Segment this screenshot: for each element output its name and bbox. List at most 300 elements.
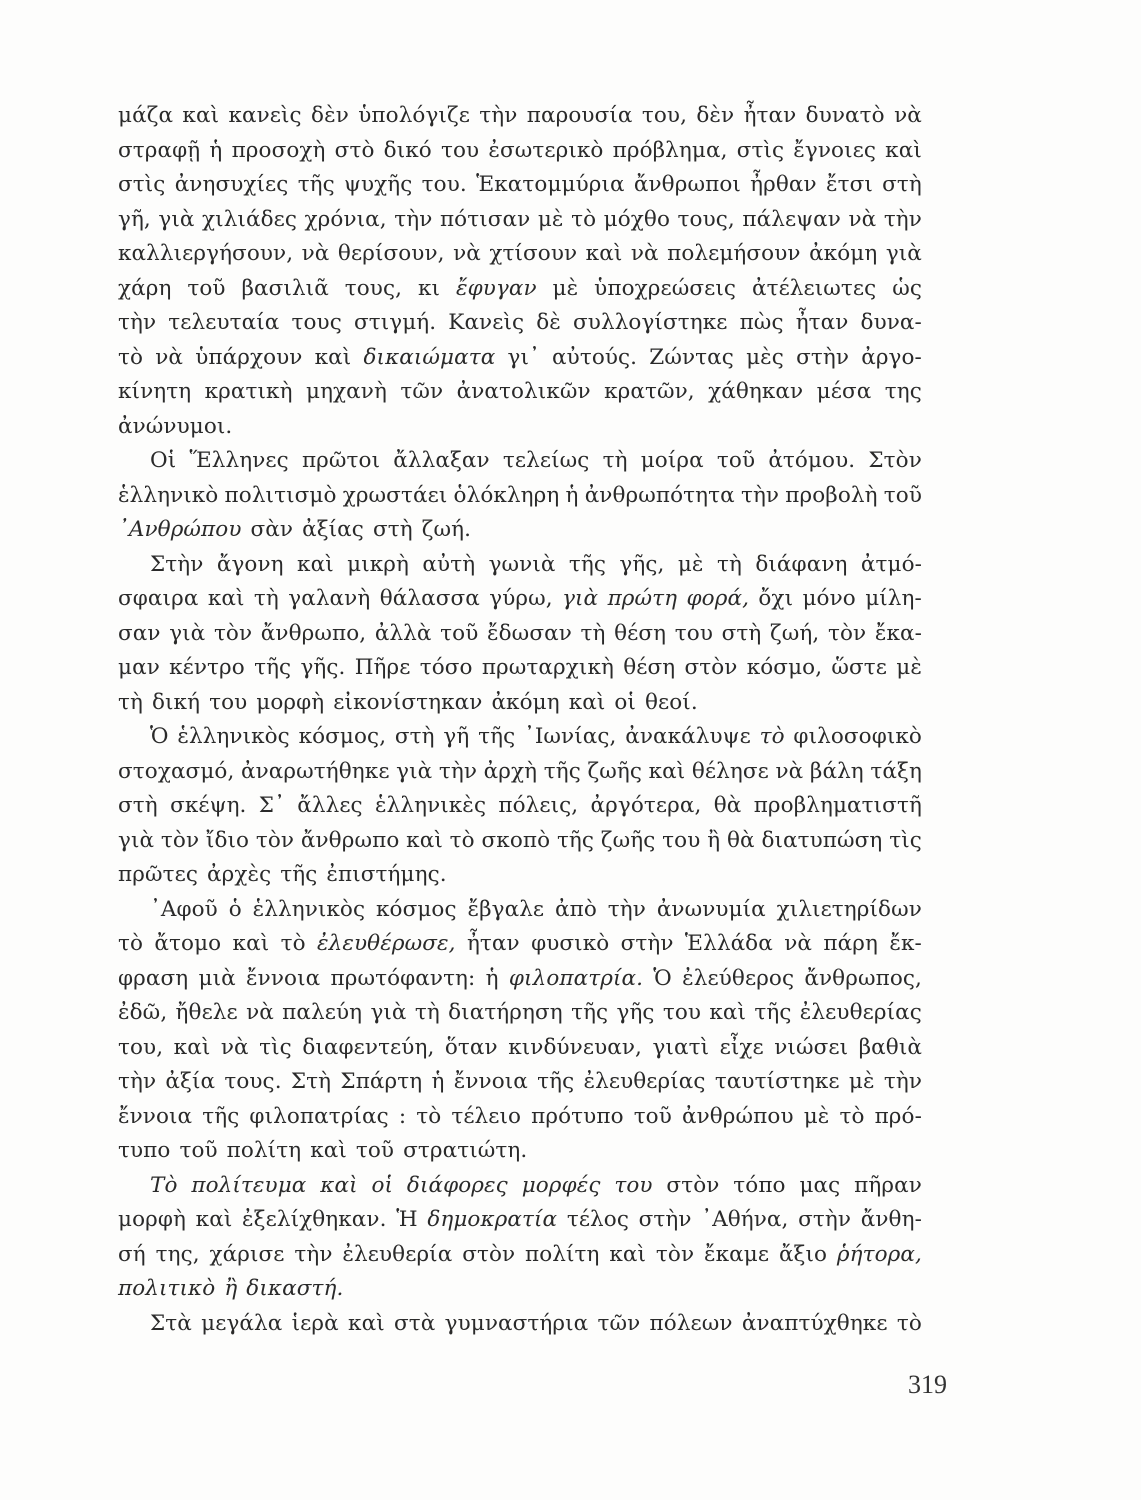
word: θέλησε [691,758,769,784]
word: γιὰ [169,620,206,646]
word: προσοχὴ [231,137,326,163]
word: καὶ [320,1172,358,1198]
word: στιγμή. [353,310,437,335]
word: τὴν [438,758,478,784]
word: τὸν [213,620,253,646]
word: ᾿Ιωνίας, [523,724,617,749]
word: κίνητη [118,379,192,404]
word: ἀνθρώπου [681,1103,794,1129]
word: πρώτη [607,586,678,611]
word: Οἱ [150,448,177,473]
word: πὼς [739,310,784,335]
word: ἄλλαξαν [393,448,490,473]
word: τῆς [297,172,335,197]
word: νὰ [848,206,877,232]
text-line [118,893,922,928]
word: ἔδωσαν [487,620,572,646]
word: ἢ [224,1276,238,1301]
text-line [118,479,922,514]
word: Σπάρτη [340,1069,423,1094]
word: ὑπάρχουν [195,344,303,370]
word: τὴν [607,896,646,922]
word: στοχασμό, [118,758,235,784]
word: : [398,1103,407,1129]
word: ἀτόμου. [768,448,856,473]
text-line [118,203,922,238]
word: ἄνθρωπο, [260,620,367,646]
word: κανεὶς [228,103,302,128]
word: ἄξιο [778,1241,828,1267]
word: γιὰ [562,586,599,611]
word: πρόβλημα, [612,137,728,163]
word: τὸ [896,1310,922,1336]
word: δική [151,689,201,715]
word: Ἑλλάδα [684,931,773,956]
word: της [884,379,922,404]
word: γῆ, [118,206,151,232]
text-line [118,1203,922,1238]
text-line [118,686,922,721]
word: στὸν [462,1241,516,1267]
word: ἑλληνικὸ [118,482,219,508]
word: ἀλλὰ [374,620,432,646]
word: νιώσει [774,1034,849,1060]
word: στὸ [334,137,375,163]
word: σή [118,1241,146,1267]
word: βασιλιᾶ [241,275,329,301]
word: γιὰ [158,206,195,232]
word: τὴν [294,1241,333,1267]
body-text [118,99,922,1341]
word: καὶ [232,931,270,956]
word: στὸν [666,1172,720,1198]
word: ἔκα- [874,620,922,646]
word: πολίτη [226,1138,302,1163]
word: τὴν [479,103,518,128]
text-line [118,996,922,1031]
word: παλεύη [282,1000,363,1025]
word: ἄνθρωπος, [804,965,922,991]
word: ἡ [485,965,499,991]
word: δὲν [311,103,349,128]
word: πάλεψαν [742,206,841,232]
word: διάφανη [755,551,848,577]
text-line [118,1065,922,1100]
word: τοῦ [187,275,226,301]
word: ἀτμό- [860,551,922,577]
word: μεγάλα [201,1310,283,1336]
word: του. [421,172,467,197]
word: ἀκόμη [809,241,878,266]
word: σκοπὸ [481,827,551,853]
word: δημοκρατία [427,1207,558,1232]
word: τὴ [118,689,143,715]
word: γῆς, [619,551,665,577]
word: ἀτέλειωτες [751,275,877,301]
word: τὴν [118,310,157,335]
word: τὴν [883,1069,922,1094]
word: τῆς [571,1000,609,1025]
word: τὶς [889,827,922,853]
word: φιλοσοφικὸ [793,724,922,749]
word: σκέψη. [170,793,247,818]
word: μορφὴ [118,1207,186,1232]
word: καὶ [585,241,623,266]
word: τους, [677,206,735,232]
word: νὰ [220,1034,249,1060]
word: τῆς [537,1069,575,1094]
word: Ἕλληνες [189,448,289,473]
word: δικό [383,137,432,163]
word: τὸ [449,827,475,853]
word: γιὰ [370,1000,407,1025]
word: μικρὴ [347,551,409,577]
word: δυνα- [860,310,922,335]
word: τάξη [870,758,922,784]
word: στὰ [393,1310,436,1336]
word: ἀνώνυμοι. [118,413,233,439]
word: δικαιώματα [363,344,496,370]
word: πολίτευμα [191,1172,307,1198]
word: ἱερὰ [291,1310,339,1336]
word: καὶ [406,827,443,853]
word: τὸ [280,931,306,956]
word: τὸ [759,724,785,749]
word: κι [417,275,441,301]
word: χάθηκαν [708,379,804,404]
word: τὸ [118,931,144,956]
text-line [118,1307,922,1342]
word: φραση [118,965,189,991]
word: νὰ [155,344,184,370]
word: τελευταία [168,310,280,335]
word: χιλιάδες [202,206,298,232]
word: ὥστε [831,655,888,680]
word: ἐδῶ, [118,1000,168,1025]
word: του [440,137,480,163]
word: σαν [118,620,161,646]
word: ἡ [209,137,223,163]
word: στὴ [721,620,762,646]
word: Τὸ [150,1172,178,1198]
word: νὰ [453,241,481,266]
text-line [118,789,922,824]
word: εἶχε [719,1034,764,1060]
word: Πῆρε [354,655,411,680]
word: ἐλευθερίας [799,1000,922,1025]
word: τὸ [571,206,597,232]
word: τὴ [580,620,606,646]
word: πρῶτοι [301,448,381,473]
word: στὴ [372,517,413,542]
word: ἔβγαλε [467,896,545,922]
word: πρότυπο [531,1103,624,1129]
word: ἑλληνικὸς [177,724,290,749]
word: τὸν [827,620,867,646]
text-line [118,444,922,479]
word: νὰ [775,758,804,784]
word: κέντρο [169,655,245,680]
word: θερίσουν, [337,241,445,266]
text-line [118,237,922,272]
word: τὴν [118,1069,157,1094]
word: τὸν [160,827,200,853]
word: πότισαν [439,206,531,232]
word: ἀνακάλυψε [625,724,751,749]
word: φιλοπατρία. [508,965,644,991]
text-line [118,134,922,169]
word: ἀξία [165,1069,216,1094]
word: μὲ [552,275,579,301]
word: διατήρηση [448,1000,563,1025]
word: ἀνθρωπότητα [584,482,735,508]
word: Κανεὶς [448,310,525,335]
word: ὅταν [444,1034,498,1060]
word: μόχθο [603,206,671,232]
word: γύρω, [489,586,553,611]
text-line [118,306,922,341]
word: θέση [614,620,667,646]
word: ἴδιο [205,827,250,853]
word: του [674,620,714,646]
word: τὴν [883,206,922,232]
word: ἔτσι [825,172,873,197]
text-line [118,1134,922,1169]
text-line [118,651,922,686]
word: πολιτικὸ [118,1276,216,1301]
word: τοῦ [716,448,756,473]
word: καὶ [648,758,686,784]
text-line [118,927,922,962]
text-line [118,962,922,997]
word: εἰκονίστηκαν [333,689,483,715]
text-line [118,168,922,203]
word: ἔκαμε [703,1241,770,1267]
word: ᾿Αθήνα, [701,1207,789,1232]
word: τῆς [568,551,607,577]
word: Ζώντας [649,344,734,370]
word: συλλογίστηκε [573,310,728,335]
word: τὴ [414,1000,440,1025]
word: ἐξελίχθηκαν. [242,1207,387,1232]
word: δυνατὸ [805,103,885,128]
word: ζωῆς [600,827,656,853]
text-line [118,720,922,755]
word: μόνο [802,586,856,611]
text-line [118,1100,922,1135]
word: τους. [224,1069,282,1094]
word: στρατιώτη. [403,1138,528,1163]
word: χτίσουν [489,241,578,266]
word: Ὁ [150,724,169,749]
text-line [118,617,922,652]
word: προβολὴ [785,482,878,508]
word: στὴν [798,1207,852,1232]
word: χιλιετηρίδων [776,896,922,922]
word: στραφῇ [118,137,201,163]
word: ἄνθρωπο [300,827,400,853]
word: καὶ [173,1034,211,1060]
word: ἀναπτύχθηκε [741,1310,888,1336]
word: ἡ [565,482,579,508]
word: τὴ [253,586,279,611]
word: μορφές [521,1172,601,1198]
text-line [118,410,922,445]
word: ἔννοια [246,965,321,991]
word: καὶ [885,137,922,163]
word: φορά, [686,586,750,611]
word: αὐτούς. [552,344,638,370]
word: στὸν [684,655,738,680]
word: γιατὶ [652,1034,710,1060]
word: ἀκόμη [491,689,560,715]
word: χρωστάει [342,482,448,508]
text-line [118,858,922,893]
word: ᾿Ανθρώπου [118,517,242,542]
word: Ἑκατομμύρια [476,172,625,197]
word: ἑλληνικὸς [252,896,366,922]
word: κινδύνευαν, [508,1034,642,1060]
word: τοῦ [179,1138,218,1163]
word: ἔννοια [453,1069,528,1094]
word: χάρισε [209,1241,285,1267]
word: τῆς [280,862,318,887]
word: τοῦ [440,620,479,646]
word: ἀρχὴ [483,758,538,784]
word: διάφορες [406,1172,508,1198]
word: στὴν [638,1207,692,1232]
word: κόσμος, [298,724,387,749]
text-line [118,272,922,307]
word: ὑπολόγιζε [358,103,470,128]
word: διαφεντεύη, [302,1034,435,1060]
word: σὰν [250,517,294,542]
word: ἦταν [795,310,849,335]
word: μὲ [848,1069,875,1094]
word: ὁ [228,896,242,922]
word: ἐπιστήμης. [326,862,447,887]
word: ἔγνοιες [793,137,877,163]
word: μηχανὴ [306,379,387,404]
text-line [118,824,922,859]
word: νὰ [784,931,813,956]
word: τόπο [733,1172,786,1198]
word: του [662,1000,702,1025]
word: στὴν [620,931,674,956]
word: ἀνατολικῶν [456,379,591,404]
word: δικαστή. [246,1276,344,1301]
word: ἐλευθερία [342,1241,453,1267]
word: γῆς. [300,655,346,680]
text-line [118,755,922,790]
word: Στὸν [868,448,922,473]
word: ᾿Αφοῦ [150,896,218,922]
word: μὲς [746,344,784,370]
word: ἄτομο [154,931,222,956]
word: γιὰ [885,241,922,266]
word: μὲ [677,551,704,577]
word: πολίτη [525,1241,600,1267]
word: του, [641,103,688,128]
word: διατυπώση [761,827,883,853]
word: του, [118,1034,164,1060]
word: καὶ [348,1310,385,1336]
word: τὶς [259,1034,292,1060]
word: φιλοπατρίας [249,1103,389,1129]
word: τους, [344,275,403,301]
word: ζωή, [770,620,820,646]
word: ζωῆς [587,758,642,784]
word: Στὴ [290,1069,332,1094]
word: ἦταν [743,103,797,128]
word: πάρη [823,931,878,956]
word: ἄνθρωποι [633,172,741,197]
word: Στὰ [150,1310,192,1336]
word: γαλανὴ [288,586,371,611]
word: ἐλεύθερος [682,965,795,991]
text-line [118,375,922,410]
word: πόλεων [649,1310,733,1336]
word: μίλη- [865,586,922,611]
word: καὶ [207,586,245,611]
word: τὴν [740,482,780,508]
word: ἄνθη- [860,1207,922,1232]
word: τους [291,310,342,335]
text-line [118,341,922,376]
word: ἀνησυχίες [174,172,289,197]
word: ἀνωνυμία [656,896,766,922]
text-line [118,99,922,134]
word: στὴ [882,172,922,197]
word: ἐσωτερικὸ [488,137,604,163]
word: στὴ [118,793,158,818]
word: μορφὴ [256,689,325,715]
word: τὴ [716,551,742,577]
word: καὶ [310,1138,347,1163]
word: τὸ [839,1103,865,1129]
word: ἑλληνικὲς [375,793,487,818]
word: κρατῶν, [604,379,695,404]
text-line [118,513,922,548]
word: τὸν [655,1241,695,1267]
word: γι᾿ [507,344,540,370]
word: ἀργότερα, [590,793,702,818]
word: της, [155,1241,200,1267]
word: πόλεις, [498,793,579,818]
word: στὶς [736,137,785,163]
text-line [118,1031,922,1066]
text-line [118,548,922,583]
word: χάρη [118,275,172,301]
word: προβληματιστῆ [753,793,922,818]
word: ψυχῆς [344,172,413,197]
word: μιὰ [198,965,236,991]
word: γωνιὰ [488,551,556,577]
word: πρωτόφαντη: [330,965,476,991]
word: μὲ [803,1103,830,1129]
word: καὶ [709,1000,747,1025]
word: τὸν [255,827,295,853]
word: ἀξίας [302,517,364,542]
word: του [614,1172,653,1198]
word: τυπο [118,1138,171,1163]
word: γυμναστήρια [444,1310,589,1336]
word: μέσα [816,379,872,404]
word: ἢ [707,827,721,853]
word: θεοί. [644,689,698,715]
word: τὸ [118,344,144,370]
word: ἤθελε [175,1000,238,1025]
